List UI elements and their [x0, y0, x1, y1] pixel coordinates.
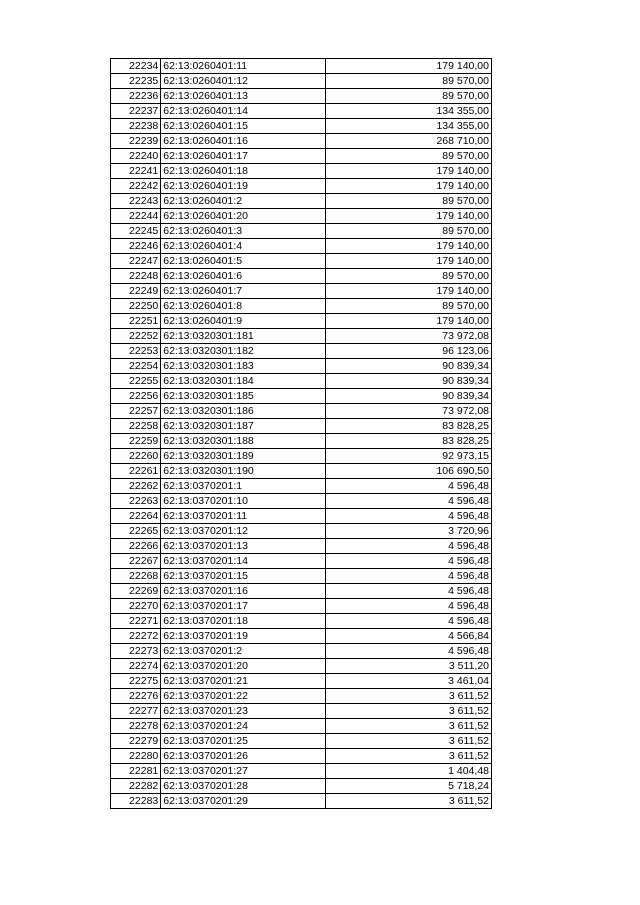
table-row — [111, 794, 492, 809]
cadastral-number-cell: 62:13:0370201:24 — [161, 719, 326, 734]
cadastral-number-cell: 62:13:0260401:19 — [161, 179, 326, 194]
table-row — [111, 659, 492, 674]
value-cell: 4 596,48 — [326, 614, 492, 629]
cadastral-value-table — [110, 58, 492, 809]
cadastral-number-cell: 62:13:0370201:28 — [161, 779, 326, 794]
value-cell: 96 123,06 — [326, 344, 492, 359]
value-cell: 3 611,52 — [326, 689, 492, 704]
table-row — [111, 329, 492, 344]
cadastral-number-cell: 62:13:0370201:26 — [161, 749, 326, 764]
cadastral-number-cell: 62:13:0320301:185 — [161, 389, 326, 404]
cadastral-number-cell: 62:13:0260401:17 — [161, 149, 326, 164]
value-cell: 3 461,04 — [326, 674, 492, 689]
row-number-cell: 22253 — [111, 344, 161, 359]
row-number-cell: 22263 — [111, 494, 161, 509]
value-cell: 89 570,00 — [326, 224, 492, 239]
value-cell: 3 611,52 — [326, 719, 492, 734]
table-row — [111, 599, 492, 614]
table-row — [111, 74, 492, 89]
cadastral-number-cell: 62:13:0370201:2 — [161, 644, 326, 659]
table-row — [111, 539, 492, 554]
cadastral-number-cell: 62:13:0320301:183 — [161, 359, 326, 374]
value-cell: 134 355,00 — [326, 119, 492, 134]
table-row — [111, 374, 492, 389]
value-cell: 179 140,00 — [326, 209, 492, 224]
row-number-cell: 22259 — [111, 434, 161, 449]
value-cell: 90 839,34 — [326, 389, 492, 404]
table-row — [111, 674, 492, 689]
table-row — [111, 194, 492, 209]
table-row — [111, 689, 492, 704]
table-row — [111, 104, 492, 119]
table-row — [111, 749, 492, 764]
table-row — [111, 284, 492, 299]
table-row — [111, 734, 492, 749]
row-number-cell: 22274 — [111, 659, 161, 674]
value-cell: 3 611,52 — [326, 704, 492, 719]
value-cell: 89 570,00 — [326, 74, 492, 89]
table-row — [111, 344, 492, 359]
value-cell: 4 596,48 — [326, 599, 492, 614]
value-cell: 3 511,20 — [326, 659, 492, 674]
row-number-cell: 22236 — [111, 89, 161, 104]
value-cell: 4 596,48 — [326, 479, 492, 494]
table-row — [111, 389, 492, 404]
cadastral-number-cell: 62:13:0260401:15 — [161, 119, 326, 134]
table-row — [111, 584, 492, 599]
value-cell: 73 972,08 — [326, 329, 492, 344]
cadastral-number-cell: 62:13:0320301:182 — [161, 344, 326, 359]
cadastral-number-cell: 62:13:0260401:20 — [161, 209, 326, 224]
row-number-cell: 22243 — [111, 194, 161, 209]
value-cell: 90 839,34 — [326, 374, 492, 389]
row-number-cell: 22241 — [111, 164, 161, 179]
row-number-cell: 22270 — [111, 599, 161, 614]
row-number-cell: 22245 — [111, 224, 161, 239]
value-cell: 268 710,00 — [326, 134, 492, 149]
table-row — [111, 644, 492, 659]
cadastral-number-cell: 62:13:0260401:2 — [161, 194, 326, 209]
value-cell: 179 140,00 — [326, 164, 492, 179]
row-number-cell: 22268 — [111, 569, 161, 584]
table-row — [111, 359, 492, 374]
row-number-cell: 22282 — [111, 779, 161, 794]
table-row — [111, 134, 492, 149]
table-row — [111, 314, 492, 329]
cadastral-number-cell: 62:13:0370201:12 — [161, 524, 326, 539]
value-cell: 134 355,00 — [326, 104, 492, 119]
cadastral-number-cell: 62:13:0370201:10 — [161, 494, 326, 509]
table-row — [111, 704, 492, 719]
cadastral-number-cell: 62:13:0260401:18 — [161, 164, 326, 179]
value-cell: 3 611,52 — [326, 794, 492, 809]
table-row — [111, 434, 492, 449]
table-row — [111, 779, 492, 794]
cadastral-number-cell: 62:13:0260401:11 — [161, 59, 326, 74]
cadastral-number-cell: 62:13:0370201:14 — [161, 554, 326, 569]
table-row — [111, 494, 492, 509]
table-row — [111, 269, 492, 284]
cadastral-number-cell: 62:13:0370201:19 — [161, 629, 326, 644]
value-cell: 3 720,96 — [326, 524, 492, 539]
row-number-cell: 22278 — [111, 719, 161, 734]
value-cell: 1 404,48 — [326, 764, 492, 779]
table-row — [111, 254, 492, 269]
cadastral-number-cell: 62:13:0260401:8 — [161, 299, 326, 314]
row-number-cell: 22276 — [111, 689, 161, 704]
row-number-cell: 22258 — [111, 419, 161, 434]
value-cell: 89 570,00 — [326, 269, 492, 284]
cadastral-number-cell: 62:13:0370201:21 — [161, 674, 326, 689]
row-number-cell: 22255 — [111, 374, 161, 389]
table-row — [111, 764, 492, 779]
value-cell: 4 596,48 — [326, 644, 492, 659]
cadastral-number-cell: 62:13:0370201:22 — [161, 689, 326, 704]
row-number-cell: 22244 — [111, 209, 161, 224]
value-cell: 179 140,00 — [326, 284, 492, 299]
value-cell: 5 718,24 — [326, 779, 492, 794]
value-cell: 4 596,48 — [326, 569, 492, 584]
row-number-cell: 22280 — [111, 749, 161, 764]
cadastral-number-cell: 62:13:0370201:18 — [161, 614, 326, 629]
table-row — [111, 404, 492, 419]
cadastral-number-cell: 62:13:0320301:190 — [161, 464, 326, 479]
table-row — [111, 614, 492, 629]
row-number-cell: 22283 — [111, 794, 161, 809]
row-number-cell: 22277 — [111, 704, 161, 719]
cadastral-number-cell: 62:13:0370201:1 — [161, 479, 326, 494]
value-cell: 89 570,00 — [326, 89, 492, 104]
cadastral-number-cell: 62:13:0260401:9 — [161, 314, 326, 329]
table-row — [111, 554, 492, 569]
row-number-cell: 22254 — [111, 359, 161, 374]
row-number-cell: 22267 — [111, 554, 161, 569]
row-number-cell: 22246 — [111, 239, 161, 254]
row-number-cell: 22264 — [111, 509, 161, 524]
row-number-cell: 22273 — [111, 644, 161, 659]
cadastral-number-cell: 62:13:0370201:25 — [161, 734, 326, 749]
row-number-cell: 22256 — [111, 389, 161, 404]
cadastral-number-cell: 62:13:0320301:189 — [161, 449, 326, 464]
row-number-cell: 22234 — [111, 59, 161, 74]
table-row — [111, 569, 492, 584]
table-body — [111, 59, 492, 809]
value-cell: 4 596,48 — [326, 539, 492, 554]
cadastral-number-cell: 62:13:0370201:16 — [161, 584, 326, 599]
cadastral-number-cell: 62:13:0260401:14 — [161, 104, 326, 119]
cadastral-number-cell: 62:13:0320301:186 — [161, 404, 326, 419]
table-row — [111, 119, 492, 134]
table-row — [111, 179, 492, 194]
cadastral-number-cell: 62:13:0260401:4 — [161, 239, 326, 254]
row-number-cell: 22281 — [111, 764, 161, 779]
row-number-cell: 22272 — [111, 629, 161, 644]
value-cell: 83 828,25 — [326, 419, 492, 434]
table-row — [111, 239, 492, 254]
cadastral-number-cell: 62:13:0320301:188 — [161, 434, 326, 449]
value-cell: 179 140,00 — [326, 179, 492, 194]
cadastral-number-cell: 62:13:0370201:13 — [161, 539, 326, 554]
table-row — [111, 224, 492, 239]
cadastral-number-cell: 62:13:0320301:181 — [161, 329, 326, 344]
row-number-cell: 22238 — [111, 119, 161, 134]
table-row — [111, 89, 492, 104]
cadastral-number-cell: 62:13:0370201:20 — [161, 659, 326, 674]
value-cell: 106 690,50 — [326, 464, 492, 479]
cadastral-number-cell: 62:13:0260401:6 — [161, 269, 326, 284]
value-cell: 89 570,00 — [326, 149, 492, 164]
table-row — [111, 629, 492, 644]
cadastral-number-cell: 62:13:0260401:7 — [161, 284, 326, 299]
value-cell: 92 973,15 — [326, 449, 492, 464]
value-cell: 73 972,08 — [326, 404, 492, 419]
value-cell: 179 140,00 — [326, 59, 492, 74]
table-row — [111, 719, 492, 734]
cadastral-number-cell: 62:13:0370201:17 — [161, 599, 326, 614]
value-cell: 179 140,00 — [326, 314, 492, 329]
row-number-cell: 22240 — [111, 149, 161, 164]
row-number-cell: 22237 — [111, 104, 161, 119]
row-number-cell: 22248 — [111, 269, 161, 284]
cadastral-number-cell: 62:13:0320301:187 — [161, 419, 326, 434]
row-number-cell: 22249 — [111, 284, 161, 299]
row-number-cell: 22242 — [111, 179, 161, 194]
row-number-cell: 22261 — [111, 464, 161, 479]
cadastral-number-cell: 62:13:0370201:15 — [161, 569, 326, 584]
value-cell: 4 596,48 — [326, 554, 492, 569]
cadastral-number-cell: 62:13:0260401:5 — [161, 254, 326, 269]
cadastral-number-cell: 62:13:0370201:23 — [161, 704, 326, 719]
table-row — [111, 464, 492, 479]
row-number-cell: 22252 — [111, 329, 161, 344]
row-number-cell: 22271 — [111, 614, 161, 629]
table-row — [111, 299, 492, 314]
value-cell: 4 566,84 — [326, 629, 492, 644]
value-cell: 4 596,48 — [326, 509, 492, 524]
row-number-cell: 22251 — [111, 314, 161, 329]
cadastral-number-cell: 62:13:0260401:12 — [161, 74, 326, 89]
cadastral-number-cell: 62:13:0370201:27 — [161, 764, 326, 779]
row-number-cell: 22260 — [111, 449, 161, 464]
row-number-cell: 22247 — [111, 254, 161, 269]
row-number-cell: 22265 — [111, 524, 161, 539]
row-number-cell: 22279 — [111, 734, 161, 749]
row-number-cell: 22275 — [111, 674, 161, 689]
value-cell: 89 570,00 — [326, 194, 492, 209]
value-cell: 179 140,00 — [326, 254, 492, 269]
row-number-cell: 22250 — [111, 299, 161, 314]
value-cell: 179 140,00 — [326, 239, 492, 254]
value-cell: 83 828,25 — [326, 434, 492, 449]
table-row — [111, 59, 492, 74]
table-row — [111, 509, 492, 524]
row-number-cell: 22257 — [111, 404, 161, 419]
cadastral-number-cell: 62:13:0370201:29 — [161, 794, 326, 809]
row-number-cell: 22266 — [111, 539, 161, 554]
table-row — [111, 419, 492, 434]
row-number-cell: 22235 — [111, 74, 161, 89]
cadastral-number-cell: 62:13:0320301:184 — [161, 374, 326, 389]
value-cell: 3 611,52 — [326, 749, 492, 764]
value-cell: 89 570,00 — [326, 299, 492, 314]
value-cell: 4 596,48 — [326, 584, 492, 599]
table-row — [111, 149, 492, 164]
value-cell: 3 611,52 — [326, 734, 492, 749]
row-number-cell: 22262 — [111, 479, 161, 494]
table-row — [111, 479, 492, 494]
table-row — [111, 164, 492, 179]
row-number-cell: 22239 — [111, 134, 161, 149]
value-cell: 4 596,48 — [326, 494, 492, 509]
table-row — [111, 524, 492, 539]
row-number-cell: 22269 — [111, 584, 161, 599]
table-row — [111, 209, 492, 224]
cadastral-number-cell: 62:13:0260401:3 — [161, 224, 326, 239]
value-cell: 90 839,34 — [326, 359, 492, 374]
table-row — [111, 449, 492, 464]
cadastral-number-cell: 62:13:0260401:16 — [161, 134, 326, 149]
cadastral-number-cell: 62:13:0370201:11 — [161, 509, 326, 524]
cadastral-number-cell: 62:13:0260401:13 — [161, 89, 326, 104]
